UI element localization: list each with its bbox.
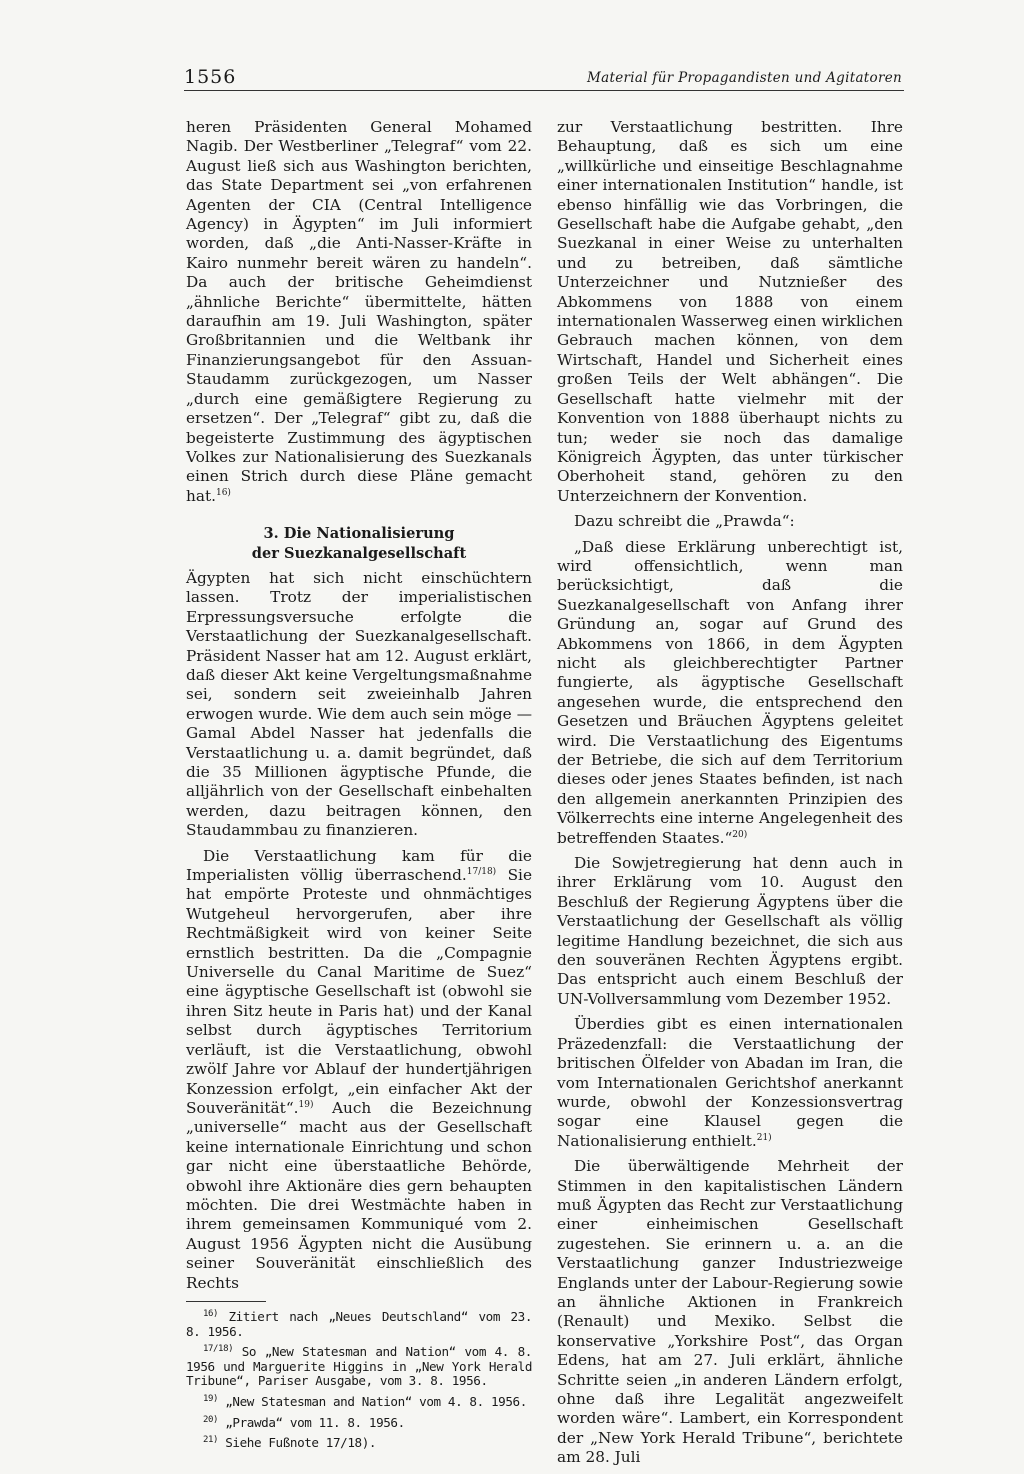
footnote: $^{21)}$ Siehe Fußnote 17/18). [203, 1434, 377, 1451]
paragraph: zur Verstaatlichung bestritten. Ihre Behauptung, daß es sich um eine „willkürliche und einseitige Beschlagnahme einer internationalen Institution“ handle, ist ebenso hinfällig wie das Vorbringen, die Gesellschaft habe die Aufgabe gehabt, „den Suezkanal in einer Weise zu unterhalten und zu betreiben, daß sämtliche Unterzeichner und Nutznießer des Abkommens von 1888 von einem internationalen Wasserweg einen wirklichen Gebrauch machen können, von dem Wirtschaft, Handel und Sicherheit eines großen Teils der Welt abhängen“. Die Gesellschaft hatte vielmehr mit der Konvention von 1888 überhaupt nichts zu tun; weder sie noch das damalige Königreich Ägypten, das unter türkischer Oberhoheit stand, gehören zu den Unterzeichnern der Konvention. [557, 118, 903, 505]
paragraph: Die Verstaatlichung kam für die Imperialisten völlig überraschend.$^{17/18)}$ Sie hat empörte Proteste und ohnmächtiges Wutgeheul hervorgerufen, aber ihre Rechtmäßigkeit wird von keiner Seite ernstlich bestritten. Da die „Compagnie Universelle du Canal Maritime de Suez“ eine ägyptische Gesellschaft ist (obwohl sie ihren Sitz heute in Paris hat) und der Kanal selbst durch ägyptisches Territorium verläuft, ist die Verstaatlichung, obwohl zwölf Jahre vor Ablauf der hundertjährigen Konzession erfolgt, „ein einfacher Akt der Souveränität“.$^{19)}$ Auch die Bezeichnung „universelle“ macht aus der Gesellschaft keine internationale Einrichtung und schon gar nicht eine überstaatliche Behörde, obwohl ihre Aktionäre dies gern behaupten möchten. Die drei Westmächte haben in ihrem gemeinsamen Kommuniqué vom 2. August 1956 Ägypten nicht die Ausübung seiner Souveränität einschließlich des Rechts [186, 846, 533, 1292]
paragraph: Ägypten hat sich nicht einschüchtern lassen. Trotz der imperialistischen Erpressungsversuche erfolgte die Verstaatlichung der Suezkanalgesellschaft. Präsident Nasser hat am 12. August erklärt, daß dieser Akt keine Vergeltungsmaßnahme sei, sondern seit zweieinhalb Jahren erwogen wurde. Wie dem auch sein möge — Gamal Abdel Nasser hat jedenfalls die Verstaatlichung u. a. damit begründet, daß die 35 Millionen ägyptische Pfunde, die alljährlich von der Gesellschaft einbehalten werden, dazu beitragen können, den Staudammbau zu finanzieren. [186, 568, 532, 840]
footnote-ref: 16) [215, 487, 231, 498]
quotation: „Daß diese Erklärung unberechtigt ist, wird offensichtlich, wenn man berücksichtigt, daß die Suezkanalgesellschaft von Anfang ihrer Gründung an, sogar auf Grund des Abkommens von 1866, in dem Ägypten nicht als gleichberechtigter Partner fungierte, als ägyptische Gesellschaft angesehen wurde, die entsprechend den Gesetzen und Bräuchen Ägyptens geleitet wird. Die Verstaatlichung des Eigentums der Betriebe, die sich auf dem Territorium dieses oder jenes Staates befinden, ist nach den allgemein anerkannten Prinzipien des Völkerrechts eine interne Angelegenheit des betreffenden Staates.“$^{20)}$ [557, 537, 903, 847]
footnote: $^{16)}$ Zitiert nach „Neues Deutschland“ vom 23. 8. 1956. [186, 1308, 532, 1339]
footnote: $^{19)}$ „New Statesman and Nation“ vom 4. 8. 1956. [203, 1393, 527, 1409]
section-heading: 3. Die Nationalisierung der Suezkanalgesellschaft [251, 525, 467, 562]
page-number: 1556 [184, 66, 237, 88]
paragraph: Die überwältigende Mehrheit der Stimmen in den kapitalistischen Ländern muß Ägypten das Recht zur Verstaatlichung einer einheimischen Gesellschaft zugestehen. Sie erinnern u. a. an die Verstaatlichung ganzer Industriezweige Englands unter der Labour-Regierung sowie an ähnliche Aktionen in Frankreich (Renault) und Mexiko. Selbst die konservative „Yorkshire Post“, das Organ Edens, hat am 27. Juli erklärt, ähnliche Schritte seien „in anderen Ländern erfolgt, ohne daß ihre Legalität angezweifelt worden wäre“. Lambert, ein Korrespondent der „New York Herald Tribune“, berichtete am 28. Juli [557, 1157, 903, 1467]
footnote: $^{17/18)}$ So „New Statesman and Nation“ vom 4. 8. 1956 und Marguerite Higgins in „New York Herald Tribune“, Pariser Ausgabe, vom 3. 8. 1956. [186, 1343, 532, 1389]
running-head: Material für Propagandisten und Agitatoren [587, 70, 902, 86]
right-column [557, 118, 903, 1474]
paragraph: heren Präsidenten General Mohamed Nagib. Der Westberliner „Telegraf“ vom 22. August ließ sich aus Washington berichten, das State Department sei „von erfahrenen Agenten der CIA (Central Intelligence Agency) in Ägypten“ im Juli informiert worden, daß „die Anti-Nasser-Kräfte in Kairo nunmehr bereit wären zu handeln“. Da auch der britische Geheimdienst „ähnliche Berichte“ übermittelte, hätten daraufhin am 19. Juli Washington, später Großbritannien und die Weltbank ihr Finanzierungsangebot für den Assuan-Staudamm zurückgezogen, um Nasser „durch eine gemäßigtere Regierung zu ersetzen“. Der „Telegraf“ gibt zu, daß die begeisterte Zustimmung des ägyptischen Volkes zur Nationalisierung des Suezkanals einen Strich durch diese Pläne gemacht hat.$^{16)}$ [186, 118, 532, 505]
header-rule [184, 90, 904, 91]
footnote: $^{20)}$ „Prawda“ vom 11. 8. 1956. [203, 1414, 405, 1430]
footnotes [186, 1310, 532, 1451]
footnote-ref: 21) [756, 1132, 772, 1143]
paragraph: Die Sowjetregierung hat denn auch in ihrer Erklärung vom 10. August den Beschluß der Regierung Ägyptens über die Verstaatlichung der Gesellschaft als völlig legitime Handlung bezeichnet, die sich aus den souveränen Rechten Ägyptens ergibt. Das entspricht auch einem Beschluß der UN-Vollversammlung vom Dezember 1952. [557, 854, 903, 1008]
footnote-ref: 20) [732, 829, 748, 840]
left-column [186, 118, 532, 1457]
footnote-ref: 17/18) [466, 866, 497, 877]
paragraph: Dazu schreibt die „Prawda“: [574, 512, 795, 531]
footnote-ref: 19) [298, 1099, 314, 1110]
footnote-rule [186, 1301, 266, 1302]
paragraph: Überdies gibt es einen internationalen Präzedenzfall: die Verstaatlichung der britischen Ölfelder von Abadan im Iran, die vom Internationalen Gerichtshof anerkannt wurde, obwohl der Konzessionsvertrag sogar eine Klausel gegen die Nationalisierung enthielt.$^{21)}$ [557, 1015, 903, 1150]
